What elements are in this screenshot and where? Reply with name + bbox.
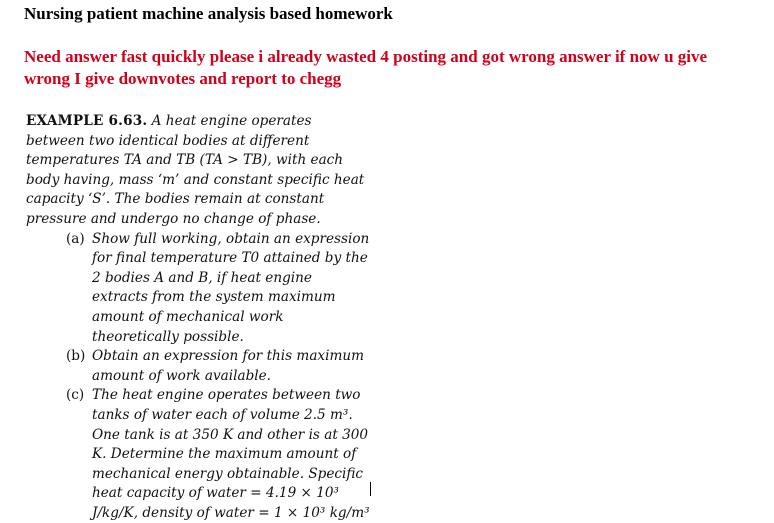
page-title: Nursing patient machine analysis based homework (24, 4, 393, 23)
example-intro (26, 112, 371, 230)
part-a-text: Show full working, obtain an expression for final temperature T0 attained by the 2 bodies A and B, if heat engine extracts from the system maximum amount of mechanical work theoretically possible. (92, 230, 370, 345)
request-note: Need answer fast quickly please i already wasted 4 posting and got wrong answer if now u give wrong I give downvotes and report to chegg (24, 47, 708, 88)
part-b (26, 347, 371, 386)
part-c-text: The heat engine operates between two tanks of water each of volume 2.5 m³. One tank is at 350 K and other is at 300 K. Determine the maximum amount of mechanical energy obtainable. Specific heat capacity of water = 4.19 × 10³ J/kg/K, density of water = 1 × 10³ kg/m³ (92, 387, 370, 521)
part-c (26, 386, 371, 523)
example-intro-text: A heat engine operates between two identical bodies at different temperatures TA and TB (TA > TB), with each body having, mass ‘m’ and constant specific heat capacity ‘S’. The bodies remain at constant pressure and undergo no change of phase. (26, 113, 365, 227)
part-b-mark: (b) (66, 348, 86, 365)
part-a (26, 230, 371, 348)
part-c-mark: (c) (66, 387, 85, 404)
part-a-mark: (a) (66, 230, 85, 247)
part-b-text: Obtain an expression for this maximum amount of work available. (92, 348, 364, 384)
scanned-textbook-excerpt (26, 112, 371, 521)
example-heading: EXAMPLE 6.63. (26, 113, 148, 129)
text-cursor (370, 482, 371, 496)
